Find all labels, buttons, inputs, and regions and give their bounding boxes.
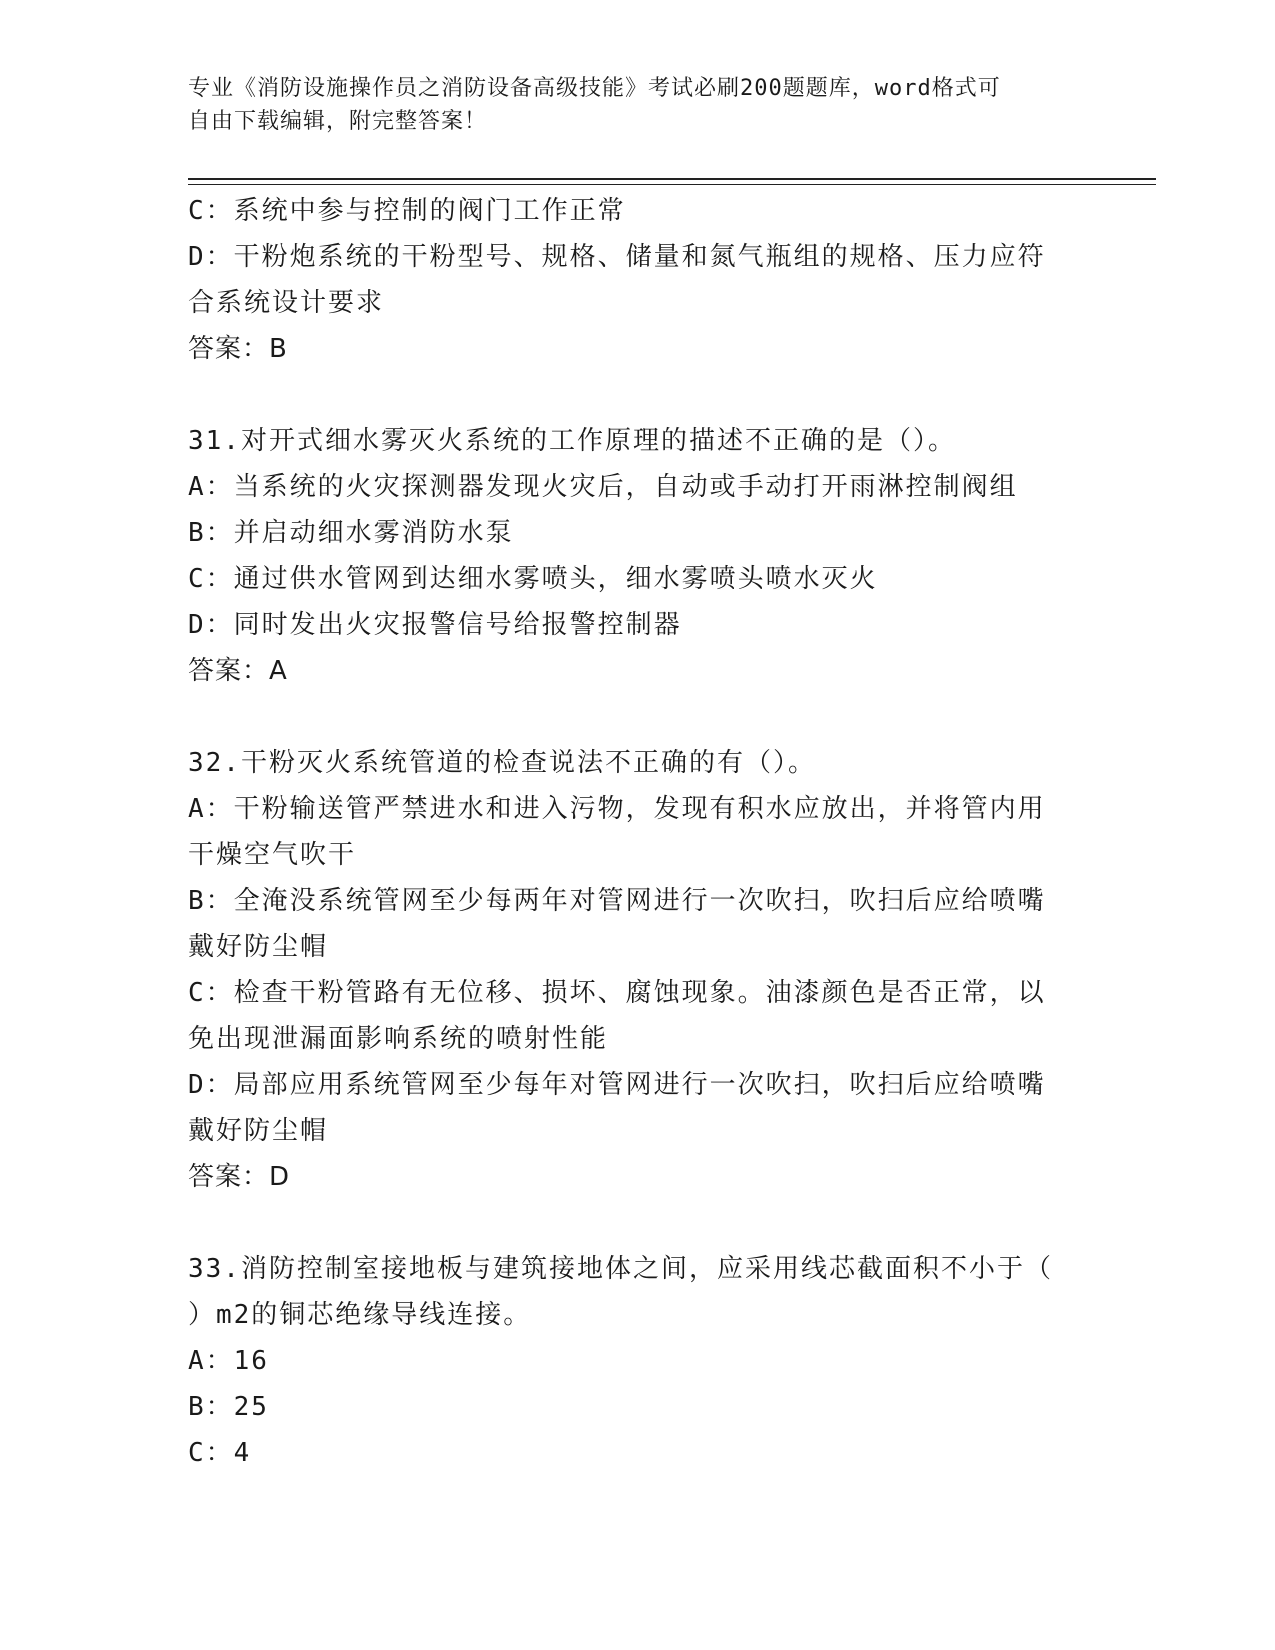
- header-divider-thin: [188, 184, 1156, 185]
- option-b: B：25: [188, 1392, 269, 1422]
- option-d: D：同时发出火灾报警信号给报警控制器: [188, 610, 682, 640]
- question-30-tail: [188, 188, 1088, 372]
- header-line: 专业《消防设施操作员之消防设备高级技能》考试必刷200题题库，word格式可: [188, 76, 1001, 101]
- spacer: [188, 1200, 1088, 1246]
- answer: 答案：A: [188, 656, 288, 686]
- option-c: C：系统中参与控制的阀门工作正常: [188, 196, 626, 226]
- spacer: [188, 372, 1088, 418]
- question-text: 31.对开式细水雾灭火系统的工作原理的描述不正确的是（）。: [188, 426, 956, 456]
- option-b-continued: 戴好防尘帽: [188, 932, 329, 962]
- question-32: [188, 740, 1088, 1200]
- option-a-continued: 干燥空气吹干: [188, 840, 357, 870]
- question-text: 32.干粉灭火系统管道的检查说法不正确的有（）。: [188, 748, 816, 778]
- document-header: [188, 72, 1088, 138]
- question-list: [188, 188, 1088, 1476]
- option-c: C：通过供水管网到达细水雾喷头，细水雾喷头喷水灭火: [188, 564, 878, 594]
- option-c: C：4: [188, 1438, 252, 1468]
- question-33: [188, 1246, 1088, 1476]
- option-a: A：当系统的火灾探测器发现火灾后，自动或手动打开雨淋控制阀组: [188, 472, 1018, 502]
- option-a: A：干粉输送管严禁进水和进入污物，发现有积水应放出，并将管内用: [188, 794, 1046, 824]
- option-a: A：16: [188, 1346, 269, 1376]
- answer: 答案：D: [188, 1162, 291, 1192]
- option-d: D：局部应用系统管网至少每年对管网进行一次吹扫，吹扫后应给喷嘴: [188, 1070, 1046, 1100]
- question-text: 33.消防控制室接地板与建筑接地体之间，应采用线芯截面积不小于（: [188, 1254, 1053, 1284]
- spacer: [188, 694, 1088, 740]
- question-31: [188, 418, 1088, 694]
- option-b: B：并启动细水雾消防水泵: [188, 518, 514, 548]
- option-b: B：全淹没系统管网至少每两年对管网进行一次吹扫，吹扫后应给喷嘴: [188, 886, 1046, 916]
- option-c: C：检查干粉管路有无位移、损坏、腐蚀现象。油漆颜色是否正常，以: [188, 978, 1046, 1008]
- option-c-continued: 免出现泄漏面影响系统的喷射性能: [188, 1024, 609, 1054]
- question-text-continued: ）m2的铜芯绝缘导线连接。: [188, 1300, 532, 1330]
- option-d: D：干粉炮系统的干粉型号、规格、储量和氮气瓶组的规格、压力应符: [188, 242, 1046, 272]
- answer: 答案：B: [188, 334, 288, 364]
- option-d-continued: 合系统设计要求: [188, 288, 385, 318]
- header-divider-thick: [188, 178, 1156, 180]
- option-d-continued: 戴好防尘帽: [188, 1116, 329, 1146]
- header-line: 自由下载编辑，附完整答案！: [188, 109, 488, 134]
